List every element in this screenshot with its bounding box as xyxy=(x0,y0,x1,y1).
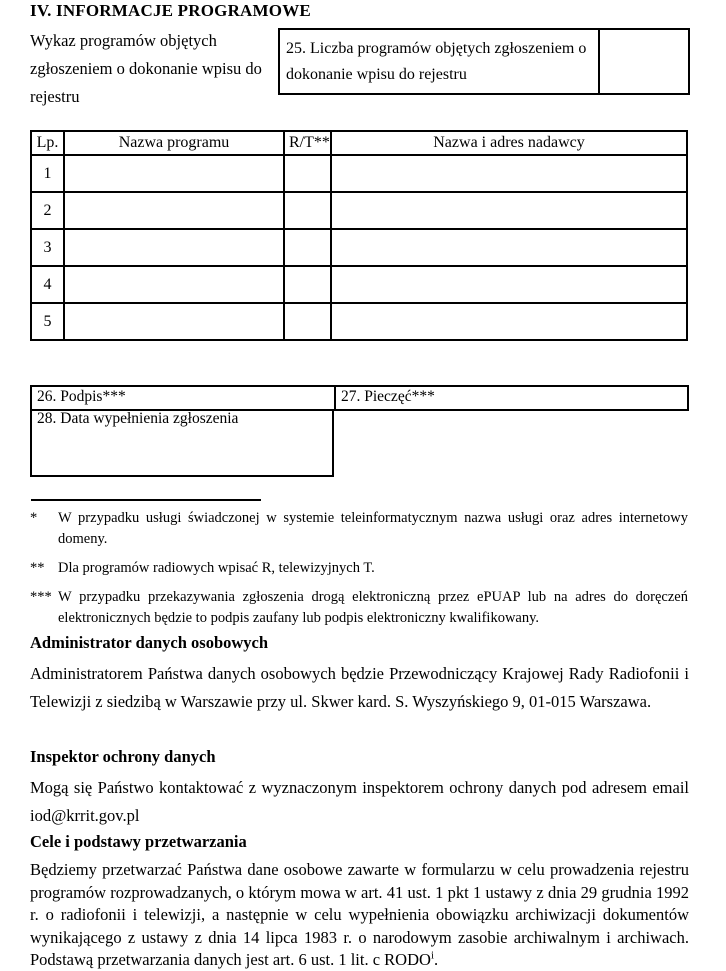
field-25-value-cell[interactable] xyxy=(598,30,688,93)
rt-cell[interactable] xyxy=(284,192,331,229)
footnote-marker: * xyxy=(30,510,38,526)
podpis-label: 26. Podpis*** xyxy=(37,388,126,405)
pieczec-label: 27. Pieczęć*** xyxy=(341,388,435,405)
rt-cell[interactable] xyxy=(284,303,331,340)
rt-cell[interactable] xyxy=(284,266,331,303)
section-body: Będziemy przetwarzać Państwa dane osobowe zawarte w formularzu w celu prowadzenia rejestru programów rozprowadzanych, o którym mowa w art. 41 ust. 1 pkt 1 ustawy z dnia 29 grudnia 1992 r. o radiofonii i telewizji, a następnie w celu wypełnienia obowiązku archiwizacji dokumentów wynikającego z ustawy z dnia 14 lipca 1983 r. o narodowym zasobie archiwalnym i archiwach. Podstawą przetwarzania danych jest art. 6 ust. 1 lit. c RODO$^i$. xyxy=(30,860,689,969)
section-inspektor xyxy=(30,747,689,830)
footnotes xyxy=(30,508,688,637)
field-25-label: 25. Liczba programów objętych zgłoszeniem o dokonanie wpisu do rejestru xyxy=(286,39,587,83)
rt-cell[interactable] xyxy=(284,155,331,192)
pieczec-field[interactable] xyxy=(334,387,687,409)
section-administrator xyxy=(30,633,689,716)
data-wypelnienia-field[interactable] xyxy=(30,409,334,477)
signature-stamp-row xyxy=(30,385,689,411)
program-name-cell[interactable] xyxy=(64,155,284,192)
col-header-nazwa-programu: Nazwa programu xyxy=(64,131,284,155)
footnote-marker: ** xyxy=(30,560,45,576)
row-number: 1 xyxy=(31,155,64,192)
row-number: 2 xyxy=(31,192,64,229)
table-row xyxy=(31,266,687,303)
footnote-item xyxy=(30,558,688,579)
footnote-marker: *** xyxy=(30,589,52,605)
footnote-text: W przypadku przekazywania zgłoszenia drogą elektroniczną przez ePUAP lub na adres do doręczeń elektronicznych będzie to podpis zaufany lub podpis elektroniczny kwalifikowany. xyxy=(58,589,688,626)
nadawca-cell[interactable] xyxy=(331,229,687,266)
rt-cell[interactable] xyxy=(284,229,331,266)
table-row xyxy=(31,303,687,340)
col-header-nadawca: Nazwa i adres nadawcy xyxy=(331,131,687,155)
table-row xyxy=(31,229,687,266)
section-body: Administratorem Państwa danych osobowych będzie Przewodniczący Krajowej Rady Radiofonii i Telewizji z siedzibą w Warszawie przy ul. Skwer kard. S. Wyszyńskiego 9, 01-015 Warszawa. xyxy=(30,664,689,711)
programs-list-caption: Wykaz programów objętych zgłoszeniem o dokonanie wpisu do rejestru xyxy=(30,31,262,106)
footnote-ref-superscript: i xyxy=(430,949,434,962)
section-heading: Inspektor ochrony danych xyxy=(30,747,216,766)
program-name-cell[interactable] xyxy=(64,229,284,266)
programs-table xyxy=(30,130,688,341)
nadawca-cell[interactable] xyxy=(331,192,687,229)
table-row xyxy=(31,192,687,229)
footnote-item xyxy=(30,587,688,629)
data-wypelnienia-label: 28. Data wypełnienia zgłoszenia xyxy=(37,410,239,427)
section-heading: Administrator danych osobowych xyxy=(30,633,269,652)
footnote-separator xyxy=(31,499,261,501)
footnote-item xyxy=(30,508,688,550)
row-number: 4 xyxy=(31,266,64,303)
footnote-text: W przypadku usługi świadczonej w systemie teleinformatycznym nazwa usługi oraz adres internetowy domeny. xyxy=(58,510,688,547)
col-header-rt: R/T** xyxy=(284,131,331,155)
section-heading: Cele i podstawy przetwarzania xyxy=(30,832,247,851)
footnote-text: Dla programów radiowych wpisać R, telewizyjnych T. xyxy=(58,560,375,576)
section-body: Mogą się Państwo kontaktować z wyznaczonym inspektorem ochrony danych pod adresem email iod@krrit.gov.pl xyxy=(30,778,689,825)
podpis-field[interactable] xyxy=(32,387,334,409)
field-25 xyxy=(278,28,690,95)
table-row xyxy=(31,155,687,192)
nadawca-cell[interactable] xyxy=(331,303,687,340)
program-name-cell[interactable] xyxy=(64,303,284,340)
nadawca-cell[interactable] xyxy=(331,266,687,303)
page-title: IV. INFORMACJE PROGRAMOWE xyxy=(30,1,311,20)
program-name-cell[interactable] xyxy=(64,266,284,303)
row-number: 3 xyxy=(31,229,64,266)
nadawca-cell[interactable] xyxy=(331,155,687,192)
program-name-cell[interactable] xyxy=(64,192,284,229)
table-header-row xyxy=(31,131,687,155)
col-header-lp: Lp. xyxy=(31,131,64,155)
section-cele xyxy=(30,832,689,971)
row-number: 5 xyxy=(31,303,64,340)
